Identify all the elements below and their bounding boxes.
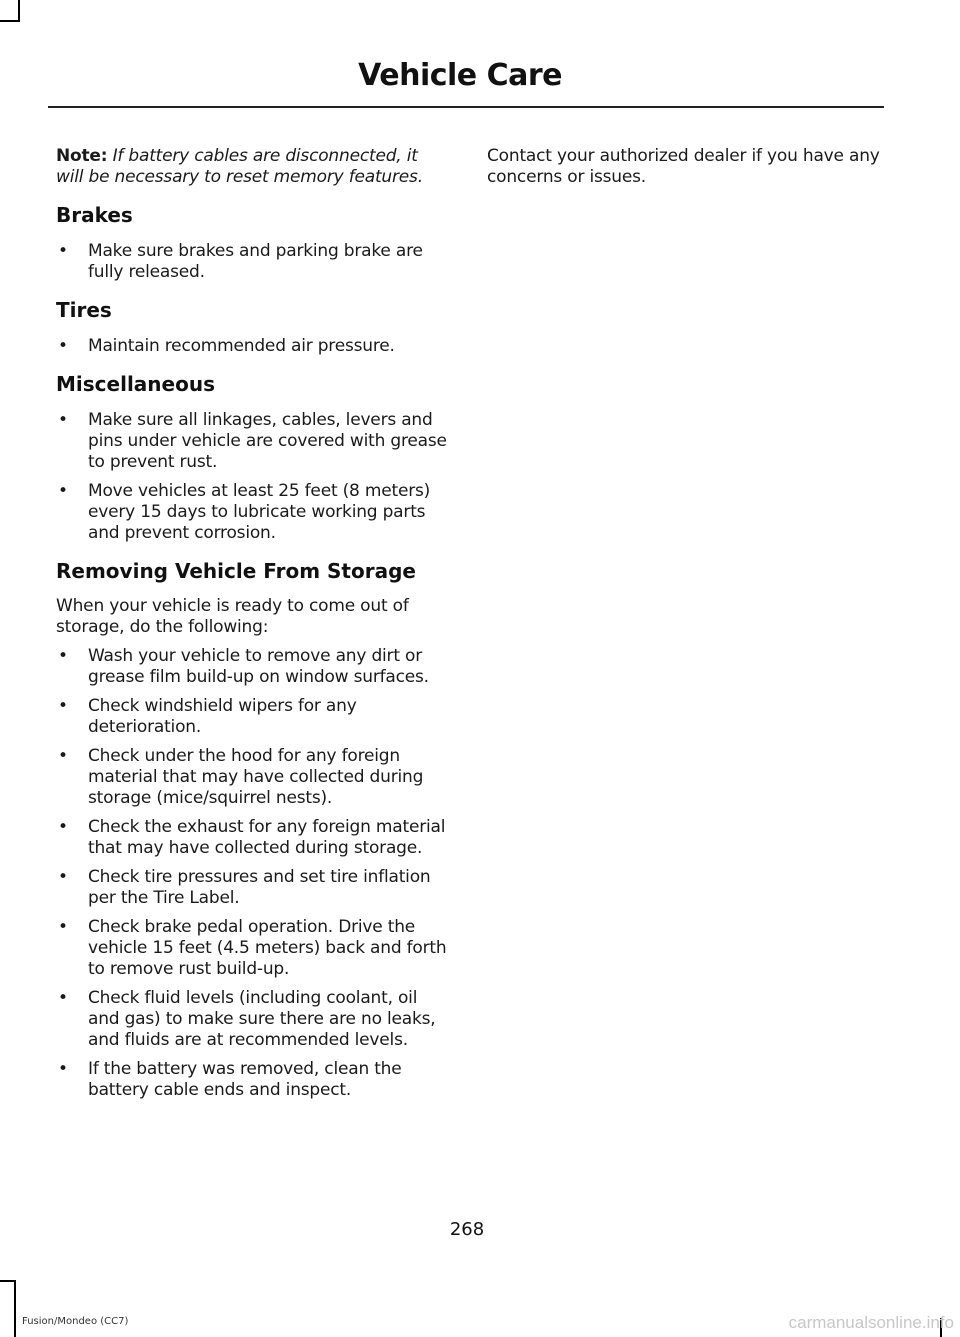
contact-dealer-text: Contact your authorized dealer if you have any concerns or issues. xyxy=(487,146,880,187)
heading-miscellaneous: Miscellaneous xyxy=(56,372,215,396)
bullet-icon: • xyxy=(58,410,68,430)
right-column xyxy=(487,146,882,188)
bullet-icon: • xyxy=(58,917,68,937)
list-item-text: If the battery was removed, clean the battery cable ends and inspect. xyxy=(88,1059,402,1100)
page-number: 268 xyxy=(449,1219,485,1240)
bullet-icon: • xyxy=(58,746,68,766)
misc-list xyxy=(56,410,449,544)
bullet-icon: • xyxy=(58,646,68,666)
list-item-text: Make sure brakes and parking brake are fully released. xyxy=(88,241,423,282)
list-item-text: Maintain recommended air pressure. xyxy=(88,336,395,356)
list-item xyxy=(56,696,449,738)
list-item-text: Check under the hood for any foreign material that may have collected during storage (mice/squirrel nests). xyxy=(88,746,424,808)
left-column xyxy=(56,146,449,1101)
bullet-icon: • xyxy=(58,336,68,356)
list-item-text: Check fluid levels (including coolant, oil and gas) to make sure there are no leaks, and fluids are at recommended levels. xyxy=(88,988,436,1050)
bullet-icon: • xyxy=(58,241,68,261)
list-item xyxy=(56,817,449,859)
heading-brakes: Brakes xyxy=(56,203,133,227)
list-item-text: Check brake pedal operation. Drive the vehicle 15 feet (4.5 meters) back and forth to remove rust build-up. xyxy=(88,917,447,979)
crop-mark-top-left xyxy=(18,0,20,22)
crop-mark-bottom-left xyxy=(14,1280,16,1337)
crop-mark-top-left-h xyxy=(0,20,20,22)
note-label: Note: xyxy=(56,146,108,166)
bullet-icon: • xyxy=(58,867,68,887)
bullet-icon: • xyxy=(58,481,68,501)
bullet-icon: • xyxy=(58,696,68,716)
list-item xyxy=(56,867,449,909)
heading-tires: Tires xyxy=(56,298,112,322)
note-paragraph xyxy=(56,146,449,188)
list-item xyxy=(56,646,449,688)
removing-list xyxy=(56,646,449,1101)
heading-removing-vehicle-from-storage: Removing Vehicle From Storage xyxy=(56,559,416,583)
list-item-text: Check windshield wipers for any deterioration. xyxy=(88,696,357,737)
brakes-list xyxy=(56,241,449,283)
list-item-text: Check tire pressures and set tire inflation per the Tire Label. xyxy=(88,867,431,908)
list-item-text: Move vehicles at least 25 feet (8 meters) every 15 days to lubricate working parts and prevent corrosion. xyxy=(88,481,431,543)
list-item-text: Check the exhaust for any foreign material that may have collected during storage. xyxy=(88,817,446,858)
list-item xyxy=(56,410,449,473)
list-item xyxy=(56,917,449,980)
bullet-icon: • xyxy=(58,988,68,1008)
list-item xyxy=(56,746,449,809)
list-item xyxy=(56,336,449,357)
list-item-text: Make sure all linkages, cables, levers and pins under vehicle are covered with grease to prevent rust. xyxy=(88,410,447,472)
list-item xyxy=(56,481,449,544)
crop-mark-bottom-left-h xyxy=(0,1280,16,1282)
list-item xyxy=(56,241,449,283)
tires-list xyxy=(56,336,449,357)
note-text: If battery cables are disconnected, it will be necessary to reset memory features. xyxy=(56,146,423,187)
page-title: Vehicle Care xyxy=(358,58,562,93)
removing-intro: When your vehicle is ready to come out of storage, do the following: xyxy=(56,596,409,637)
list-item-text: Wash your vehicle to remove any dirt or grease film build-up on window surfaces. xyxy=(88,646,429,687)
watermark: carmanualsonline.info xyxy=(788,1313,954,1332)
header-rule xyxy=(48,106,884,108)
bullet-icon: • xyxy=(58,817,68,837)
bullet-icon: • xyxy=(58,1059,68,1079)
list-item xyxy=(56,1059,449,1101)
list-item xyxy=(56,988,449,1051)
footer-doc-id: Fusion/Mondeo (CC7) xyxy=(22,1316,129,1327)
